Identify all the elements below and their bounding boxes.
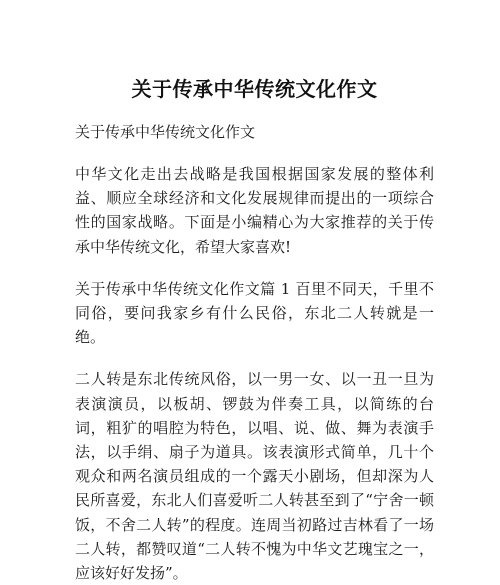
paragraph-errenzhuan: 二人转是东北传统风俗，以一男一女、以一丑一旦为表演演员，以板胡、锣鼓为伴奏工具，以简练的台词，粗犷的唱腔为特色，以唱、说、做、舞为表演手法，以手绢、扇子为道具。该表演形式简单，几十个观众和两名演员组成的一个露天小剧场，但却深为人民所喜爱，东北人们喜爱听二人转甚至到了“宁舍一顿饭，不舍二人转”的程度。连周当初路过吉林看了一场二人转，都赞叹道“二人转不愧为中华文艺瑰宝之一，应该好好发扬”。: [75, 370, 434, 583]
paragraph-essay-opening: 关于传承中华传统文化作文篇 1 百里不同天，千里不同俗，要问我家乡有什么民俗，东北二人转就是一绝。: [75, 279, 434, 347]
document-subtitle: 关于传承中华传统文化作文: [75, 123, 256, 141]
document-title: 关于传承中华传统文化作文: [131, 77, 378, 101]
paragraph-intro: 中华文化走出去战略是我国根据国家发展的整体利益、顺应全球经济和文化发展规律而提出的一项综合性的国家战略。下面是小编精心为大家推荐的关于传承中华传统文化，希望大家喜欢!: [75, 165, 434, 256]
